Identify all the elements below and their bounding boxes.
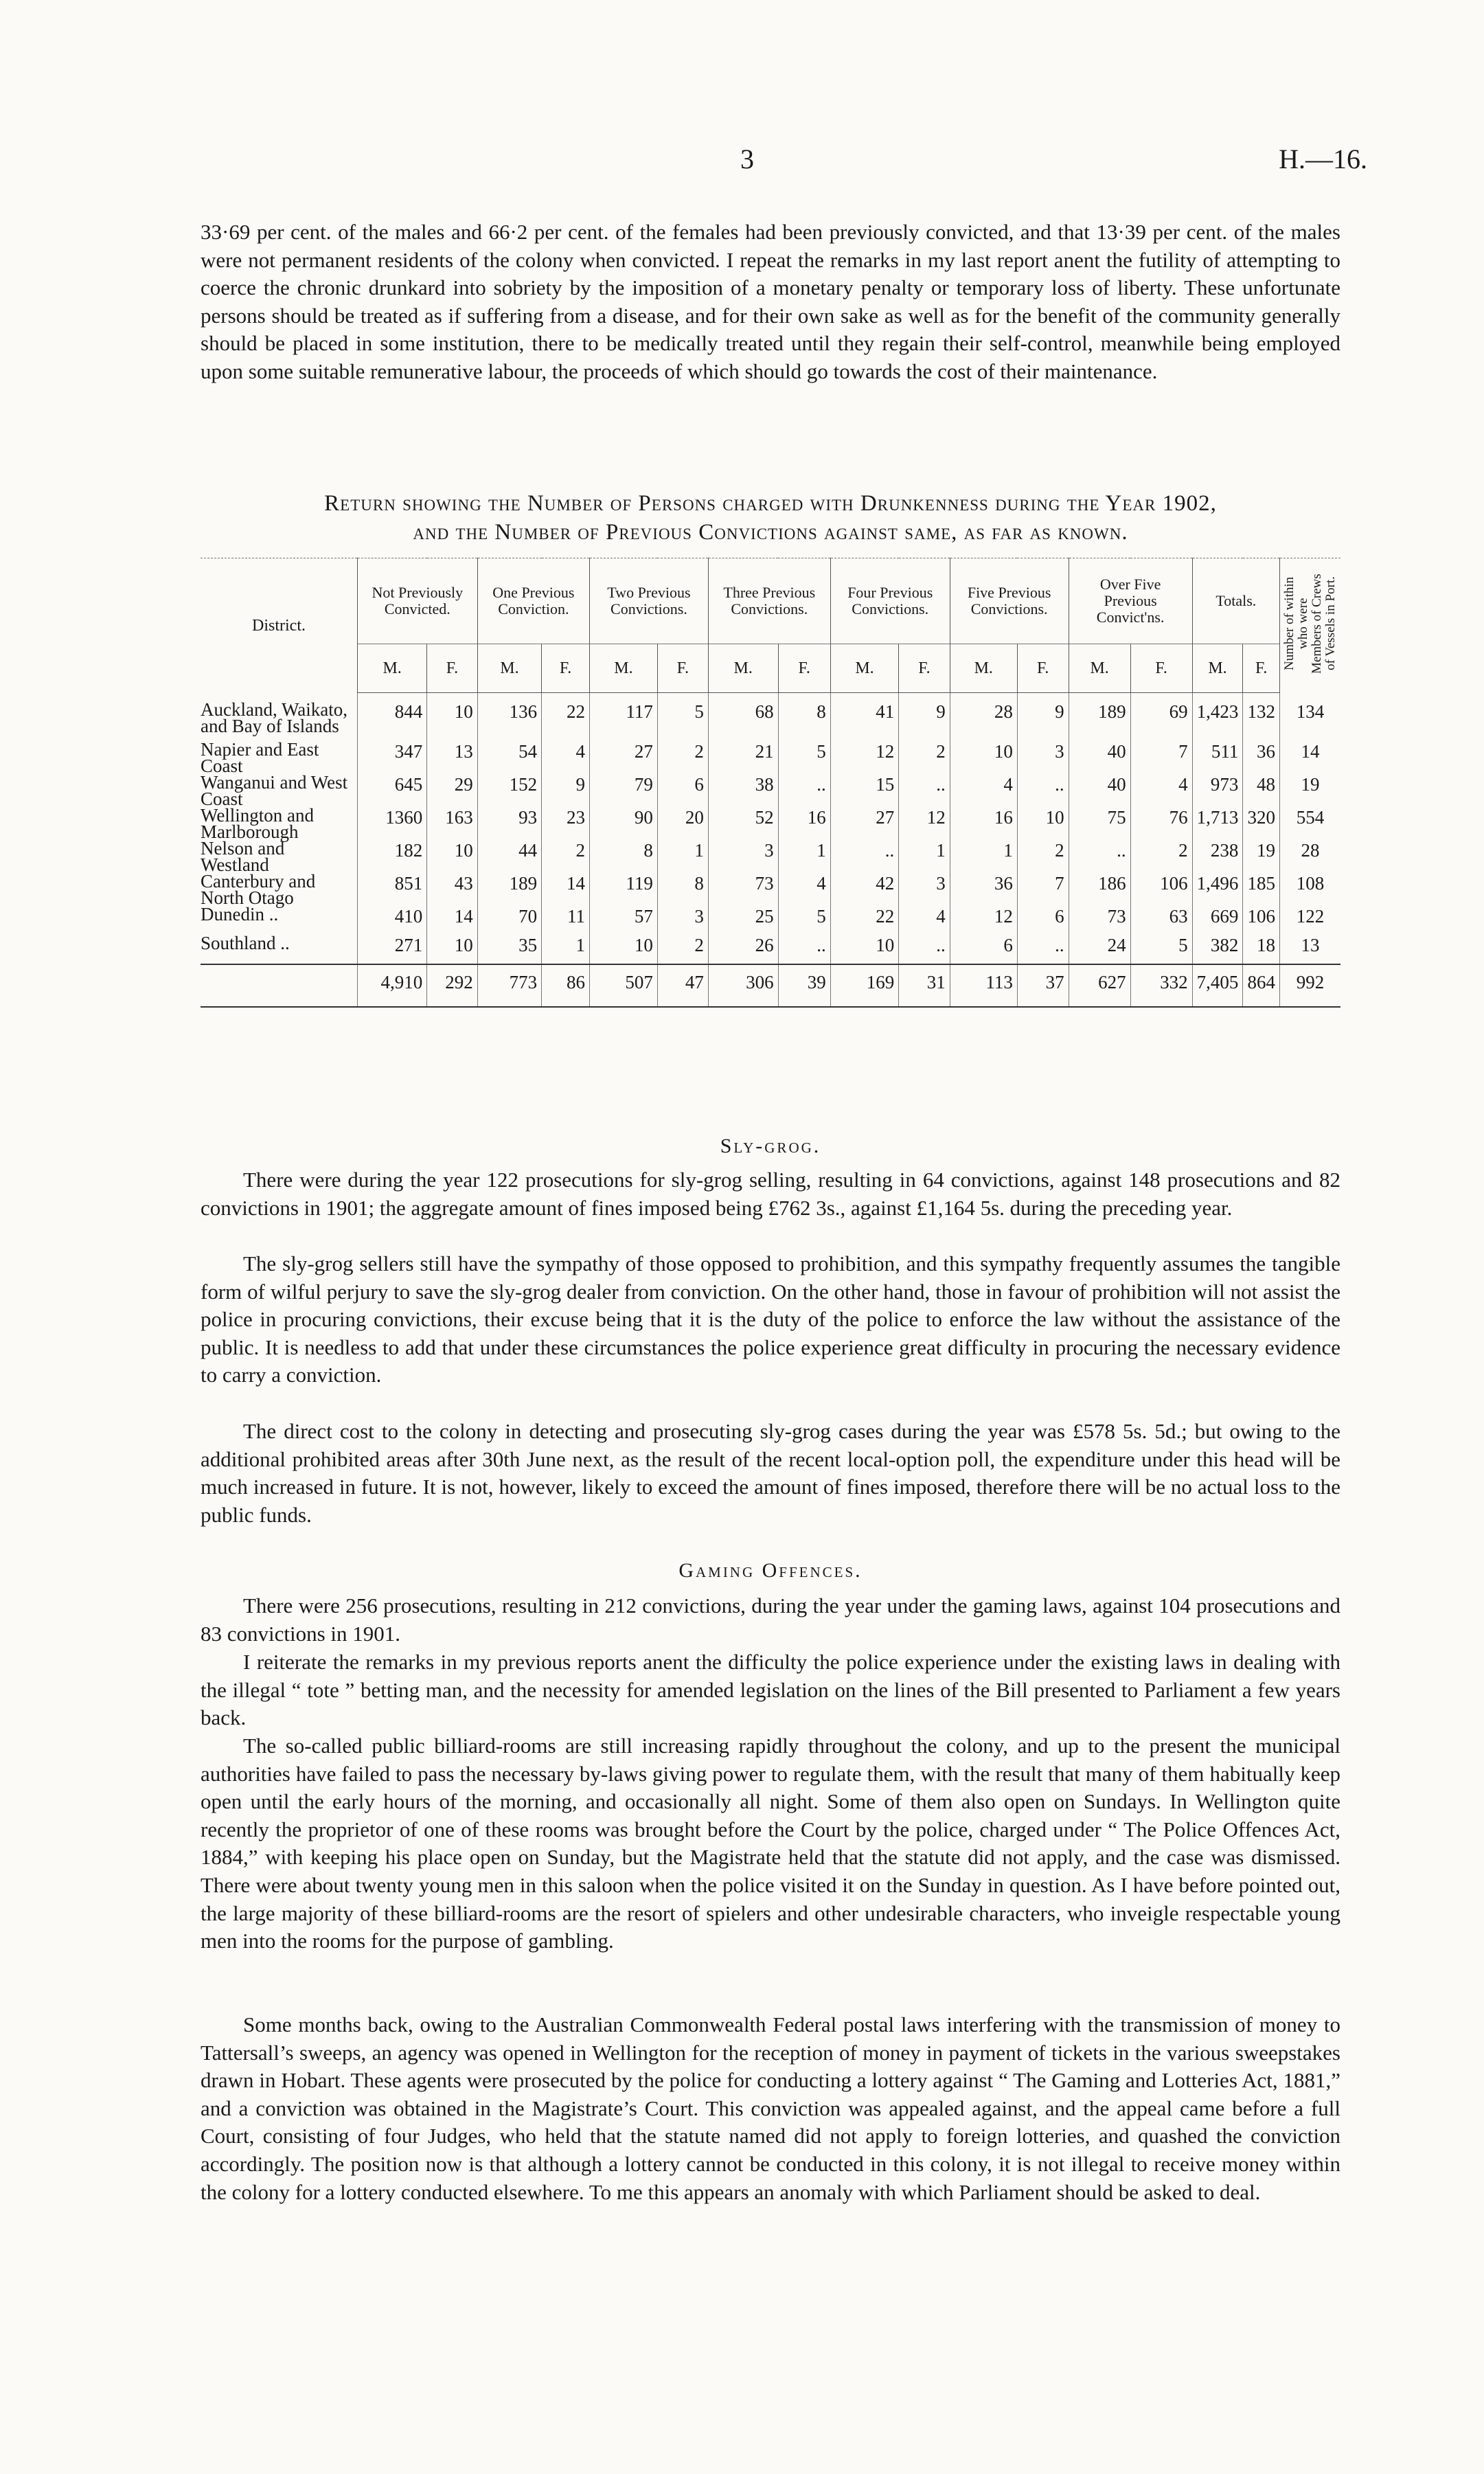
male-column-header: M. bbox=[477, 644, 541, 693]
table-cell: 189 bbox=[477, 873, 541, 906]
table-cell: 10 bbox=[950, 741, 1017, 774]
female-column-header: F. bbox=[899, 644, 950, 693]
table-row bbox=[201, 807, 1340, 840]
table-cell: 9 bbox=[899, 693, 950, 742]
table-cell: 182 bbox=[358, 840, 427, 873]
table-cell: 108 bbox=[1280, 873, 1341, 906]
table-cell: 163 bbox=[427, 807, 477, 840]
district-name: Dunedin .. bbox=[201, 904, 279, 924]
table-cell: 3 bbox=[657, 906, 708, 935]
total-cell: 86 bbox=[542, 964, 590, 1007]
sly-grog-heading: Sly-grog. bbox=[720, 1135, 821, 1157]
table-cell: 3 bbox=[899, 873, 950, 906]
table-cell: 5 bbox=[778, 906, 830, 935]
table-cell: 69 bbox=[1130, 693, 1192, 742]
sly-grog-paragraph-3: The direct cost to the colony in detecting and prosecuting sly-grog cases during the year was £578 5s. 5d.; but owing to the additional prohibited areas after 30th June next, as the result of the recent local-option poll, the expenditure under this head will be much increased in future. It is not, however, likely to exceed the amount of fines imposed, therefore there will be no actual loss to the public funds. bbox=[201, 1419, 1340, 1527]
table-cell: 38 bbox=[708, 774, 778, 807]
total-cell: 31 bbox=[899, 964, 950, 1007]
table-cell: 13 bbox=[427, 741, 477, 774]
table-cell: .. bbox=[899, 774, 950, 807]
table-cell: .. bbox=[830, 840, 899, 873]
table-cell: .. bbox=[778, 774, 830, 807]
table-cell: 10 bbox=[590, 935, 658, 964]
total-cell: 37 bbox=[1017, 964, 1069, 1007]
table-cell: 5 bbox=[1130, 935, 1192, 964]
caption-line-1: Return showing the Number of Persons charged with Drunkenness during the Year 1902, bbox=[324, 491, 1217, 516]
table-cell: 19 bbox=[1243, 840, 1280, 873]
table-cell: 18 bbox=[1243, 935, 1280, 964]
table-cell: 27 bbox=[830, 807, 899, 840]
table-cell: 36 bbox=[950, 873, 1017, 906]
table-cell: 7 bbox=[1130, 741, 1192, 774]
table-cell: 44 bbox=[477, 840, 541, 873]
male-column-header: M. bbox=[358, 644, 427, 693]
male-column-header: M. bbox=[950, 644, 1017, 693]
total-cell: 507 bbox=[590, 964, 658, 1007]
gaming-paragraph-1: There were 256 prosecutions, resulting in 212 convictions, during the year under the gaming laws, against 104 prosecutions and 83 convictions in 1901. bbox=[201, 1593, 1340, 1646]
table-cell: 6 bbox=[1017, 906, 1069, 935]
table-cell: 70 bbox=[477, 906, 541, 935]
table-cell: .. bbox=[899, 935, 950, 964]
male-column-header: M. bbox=[708, 644, 778, 693]
total-cell: 773 bbox=[477, 964, 541, 1007]
table-cell: 28 bbox=[950, 693, 1017, 742]
table-cell: 29 bbox=[427, 774, 477, 807]
total-cell: 7,405 bbox=[1192, 964, 1243, 1007]
district-name: Wanganui and West Coast bbox=[201, 772, 348, 809]
table-cell: 8 bbox=[778, 693, 830, 742]
table-cell: 320 bbox=[1243, 807, 1280, 840]
table-cell: 14 bbox=[427, 906, 477, 935]
table-cell: 4 bbox=[778, 873, 830, 906]
table-cell: 2 bbox=[542, 840, 590, 873]
table-cell: 2 bbox=[657, 935, 708, 964]
district-header: District. bbox=[201, 558, 358, 693]
table-cell: 25 bbox=[708, 906, 778, 935]
table-cell: 238 bbox=[1192, 840, 1243, 873]
table-cell: 41 bbox=[830, 693, 899, 742]
gaming-heading: Gaming Offences. bbox=[678, 1559, 863, 1582]
district-name: Wellington and Marlborough bbox=[201, 805, 315, 842]
vessel-crews-header: Number of within who were Members of Crews of Vessels in Port. bbox=[1280, 558, 1341, 693]
table-cell: 851 bbox=[358, 873, 427, 906]
table-cell: 63 bbox=[1130, 906, 1192, 935]
table-cell: 40 bbox=[1069, 774, 1130, 807]
group-header: One Previous Conviction. bbox=[477, 558, 589, 644]
table-cell: 8 bbox=[657, 873, 708, 906]
table-cell: 5 bbox=[657, 693, 708, 742]
table-cell: 2 bbox=[899, 741, 950, 774]
table-cell: 35 bbox=[477, 935, 541, 964]
table-cell: 2 bbox=[1130, 840, 1192, 873]
total-cell: 292 bbox=[427, 964, 477, 1007]
table-row bbox=[201, 873, 1340, 906]
table-row bbox=[201, 774, 1340, 807]
table-cell: 271 bbox=[358, 935, 427, 964]
table-cell: 122 bbox=[1280, 906, 1341, 935]
table-cell: 410 bbox=[358, 906, 427, 935]
table-cell: 8 bbox=[590, 840, 658, 873]
totals-row bbox=[201, 964, 1340, 1007]
table-cell: 28 bbox=[1280, 840, 1341, 873]
table-cell: 6 bbox=[950, 935, 1017, 964]
total-cell: 992 bbox=[1280, 964, 1341, 1007]
table-row bbox=[201, 693, 1340, 742]
table-cell: 382 bbox=[1192, 935, 1243, 964]
table-cell: 90 bbox=[590, 807, 658, 840]
district-name: Auckland, Waikato, and Bay of Islands bbox=[201, 699, 348, 736]
table-cell: 2 bbox=[1017, 840, 1069, 873]
table-cell: 10 bbox=[427, 935, 477, 964]
table-cell: 12 bbox=[899, 807, 950, 840]
table-cell: 40 bbox=[1069, 741, 1130, 774]
female-column-header: F. bbox=[657, 644, 708, 693]
table-cell: 54 bbox=[477, 741, 541, 774]
table-cell: 1 bbox=[657, 840, 708, 873]
table-cell: 75 bbox=[1069, 807, 1130, 840]
table-cell: 73 bbox=[1069, 906, 1130, 935]
table-cell: 973 bbox=[1192, 774, 1243, 807]
total-cell: 864 bbox=[1243, 964, 1280, 1007]
table-cell: 23 bbox=[542, 807, 590, 840]
table-cell: 511 bbox=[1192, 741, 1243, 774]
male-column-header: M. bbox=[830, 644, 899, 693]
table-cell: 1 bbox=[899, 840, 950, 873]
sly-grog-paragraph-1: There were during the year 122 prosecutions for sly-grog selling, resulting in 64 convictions, against 148 prosecutions and 82 convictions in 1901; the aggregate amount of fines imposed being £762 3s., against £1,164 5s. during the preceding year. bbox=[201, 1168, 1340, 1220]
table-cell: 1360 bbox=[358, 807, 427, 840]
group-header: Totals. bbox=[1192, 558, 1279, 644]
district-name: Southland .. bbox=[201, 933, 290, 953]
table-cell: 22 bbox=[542, 693, 590, 742]
female-column-header: F. bbox=[427, 644, 477, 693]
table-cell: 36 bbox=[1243, 741, 1280, 774]
table-cell: 136 bbox=[477, 693, 541, 742]
table-cell: 9 bbox=[1017, 693, 1069, 742]
table-cell: .. bbox=[1069, 840, 1130, 873]
table-cell: 1 bbox=[778, 840, 830, 873]
table-cell: 57 bbox=[590, 906, 658, 935]
group-header: Four Previous Convictions. bbox=[830, 558, 950, 644]
table-cell: 4 bbox=[899, 906, 950, 935]
table-cell: 14 bbox=[542, 873, 590, 906]
group-header: Three Previous Convictions. bbox=[708, 558, 830, 644]
table-cell: 189 bbox=[1069, 693, 1130, 742]
table-cell: 22 bbox=[830, 906, 899, 935]
document-reference: H.—16. bbox=[1279, 144, 1367, 174]
table-cell: 79 bbox=[590, 774, 658, 807]
table-cell: 20 bbox=[657, 807, 708, 840]
table-cell: .. bbox=[778, 935, 830, 964]
table-cell: 186 bbox=[1069, 873, 1130, 906]
table-cell: 27 bbox=[590, 741, 658, 774]
table-cell: 3 bbox=[1017, 741, 1069, 774]
table-cell: .. bbox=[1017, 774, 1069, 807]
total-cell: 113 bbox=[950, 964, 1017, 1007]
group-header: Not Previously Convicted. bbox=[358, 558, 478, 644]
table-cell: 16 bbox=[778, 807, 830, 840]
group-header: Five Previous Convictions. bbox=[950, 558, 1069, 644]
table-cell: 347 bbox=[358, 741, 427, 774]
table-cell: 1,496 bbox=[1192, 873, 1243, 906]
table-cell: 119 bbox=[590, 873, 658, 906]
total-cell: 627 bbox=[1069, 964, 1130, 1007]
male-column-header: M. bbox=[590, 644, 658, 693]
table-cell: 42 bbox=[830, 873, 899, 906]
table-cell: 185 bbox=[1243, 873, 1280, 906]
group-header: Over Five Previous Convict'ns. bbox=[1069, 558, 1192, 644]
total-cell: 47 bbox=[657, 964, 708, 1007]
table-cell: 24 bbox=[1069, 935, 1130, 964]
table-cell: 9 bbox=[542, 774, 590, 807]
table-cell: 1,423 bbox=[1192, 693, 1243, 742]
male-column-header: M. bbox=[1192, 644, 1243, 693]
table-cell: 1,713 bbox=[1192, 807, 1243, 840]
female-column-header: F. bbox=[1243, 644, 1280, 693]
female-column-header: F. bbox=[1017, 644, 1069, 693]
drunkenness-return-table bbox=[201, 558, 1340, 1008]
female-column-header: F. bbox=[778, 644, 830, 693]
table-cell: 645 bbox=[358, 774, 427, 807]
group-header: Two Previous Convictions. bbox=[590, 558, 709, 644]
table-cell: 10 bbox=[427, 840, 477, 873]
table-cell: 21 bbox=[708, 741, 778, 774]
table-cell: 19 bbox=[1280, 774, 1341, 807]
table-cell: 4 bbox=[950, 774, 1017, 807]
table-cell: 117 bbox=[590, 693, 658, 742]
table-cell: 12 bbox=[950, 906, 1017, 935]
male-column-header: M. bbox=[1069, 644, 1130, 693]
table-cell: 73 bbox=[708, 873, 778, 906]
table-cell: 152 bbox=[477, 774, 541, 807]
total-cell: 39 bbox=[778, 964, 830, 1007]
table-caption bbox=[201, 489, 1340, 547]
table-cell: 93 bbox=[477, 807, 541, 840]
table-cell: 4 bbox=[1130, 774, 1192, 807]
sly-grog-paragraph-2: The sly-grog sellers still have the sympathy of those opposed to prohibition, and this sympathy frequently assumes the tangible form of wilful perjury to save the sly-grog dealer from conviction. On the other hand, those in favour of prohibition will not assist the police in procuring convictions, their excuse being that it is the duty of the police to enforce the law without the assistance of the public. It is needless to add that under these circumstances the police experience great difficulty in procuring the necessary evidence to carry a conviction. bbox=[201, 1251, 1340, 1387]
table-cell: 106 bbox=[1130, 873, 1192, 906]
table-cell: 134 bbox=[1280, 693, 1341, 742]
table-cell: 14 bbox=[1280, 741, 1341, 774]
table-cell: 106 bbox=[1243, 906, 1280, 935]
table-cell: 76 bbox=[1130, 807, 1192, 840]
paragraph-intro: 33·69 per cent. of the males and 66·2 per cent. of the females had been previously convicted, and that 13·39 per cent. of the males were not permanent residents of the colony when convicted. I repeat the remarks in my last report anent the futility of attempting to coerce the chronic drunkard into sobriety by the imposition of a monetary penalty or temporary loss of liberty. These unfortunate persons should be treated as if suffering from a disease, and for their own sake as well as for the benefit of the community generally should be placed in some institution, there to be medically treated until they regain their self-control, meanwhile being employed upon some suitable remunerative labour, the proceeds of which should go towards the cost of their maintenance. bbox=[201, 220, 1340, 383]
table-cell: 844 bbox=[358, 693, 427, 742]
caption-line-2: and the Number of Previous Convictions against same, as far as known. bbox=[413, 520, 1128, 545]
female-column-header: F. bbox=[542, 644, 590, 693]
table-cell: 5 bbox=[778, 741, 830, 774]
total-cell: 169 bbox=[830, 964, 899, 1007]
table-cell: 132 bbox=[1243, 693, 1280, 742]
district-name: Napier and East Coast bbox=[201, 739, 319, 776]
totals-blank-cell bbox=[201, 964, 358, 1007]
table-cell: .. bbox=[1017, 935, 1069, 964]
table-cell: 10 bbox=[427, 693, 477, 742]
table-cell: 48 bbox=[1243, 774, 1280, 807]
district-name: Canterbury and North Otago bbox=[201, 871, 316, 908]
table-row bbox=[201, 741, 1340, 774]
table-cell: 554 bbox=[1280, 807, 1341, 840]
table-cell: 12 bbox=[830, 741, 899, 774]
table-cell: 52 bbox=[708, 807, 778, 840]
table-cell: 68 bbox=[708, 693, 778, 742]
table-cell: 3 bbox=[708, 840, 778, 873]
table-cell: 4 bbox=[542, 741, 590, 774]
table-cell: 6 bbox=[657, 774, 708, 807]
total-cell: 332 bbox=[1130, 964, 1192, 1007]
table-cell: 7 bbox=[1017, 873, 1069, 906]
table-cell: 13 bbox=[1280, 935, 1341, 964]
table-cell: 11 bbox=[542, 906, 590, 935]
gaming-paragraph-2: I reiterate the remarks in my previous reports anent the difficulty the police experience under the existing laws in dealing with the illegal “ tote ” betting man, and the necessity for amended legislation on the lines of the Bill presented to Parliament a few years back. bbox=[201, 1650, 1340, 1730]
table-cell: 26 bbox=[708, 935, 778, 964]
table-row bbox=[201, 935, 1340, 964]
table-cell: 16 bbox=[950, 807, 1017, 840]
total-cell: 4,910 bbox=[358, 964, 427, 1007]
table-cell: 1 bbox=[542, 935, 590, 964]
table-cell: 10 bbox=[830, 935, 899, 964]
table-cell: 2 bbox=[657, 741, 708, 774]
district-name: Nelson and Westland bbox=[201, 838, 285, 875]
table-cell: 1 bbox=[950, 840, 1017, 873]
table-cell: 10 bbox=[1017, 807, 1069, 840]
table-cell: 15 bbox=[830, 774, 899, 807]
table-cell: 669 bbox=[1192, 906, 1243, 935]
table-row bbox=[201, 840, 1340, 873]
table-row bbox=[201, 906, 1340, 935]
female-column-header: F. bbox=[1130, 644, 1192, 693]
gaming-paragraph-3: The so-called public billiard-rooms are still increasing rapidly throughout the colony, and up to the present the municipal authorities have failed to pass the necessary by-laws giving power to regulate them, with the result that many of them habitually keep open until the early hours of the morning, and occasionally all night. Some of them also open on Sundays. In Wellington quite recently the proprietor of one of these rooms was brought before the Court by the police, charged under “ The Police Offences Act, 1884,” with keeping his place open on Sunday, but the Magistrate held that the statute did not apply, and the case was dismissed. There were about twenty young men in this saloon when the police visited it on the Sunday in question. As I have before pointed out, the large majority of these billiard-rooms are the resort of spielers and other undesirable characters, who inveigle respectable young men into the rooms for the purpose of gambling. bbox=[201, 1734, 1340, 1953]
gaming-paragraph-4: Some months back, owing to the Australian Commonwealth Federal postal laws interfering with the transmission of money to Tattersall’s sweeps, an agency was opened in Wellington for the reception of money in payment of tickets in the various sweepstakes drawn in Hobart. These agents were prosecuted by the police for conducting a lottery against “ The Gaming and Lotteries Act, 1881,” and a conviction was obtained in the Magistrate’s Court. This conviction was appealed against, and the appeal came before a full Court, consisting of four Judges, who held that the statute named did not apply to foreign lotteries, and quashed the conviction accordingly. The position now is that although a lottery cannot be conducted in this colony, it is not illegal to receive money within the colony for a lottery conducted elsewhere. To me this appears an anomaly with which Parliament should be asked to deal. bbox=[201, 2012, 1340, 2204]
table-cell: 43 bbox=[427, 873, 477, 906]
total-cell: 306 bbox=[708, 964, 778, 1007]
page-number: 3 bbox=[740, 144, 754, 174]
